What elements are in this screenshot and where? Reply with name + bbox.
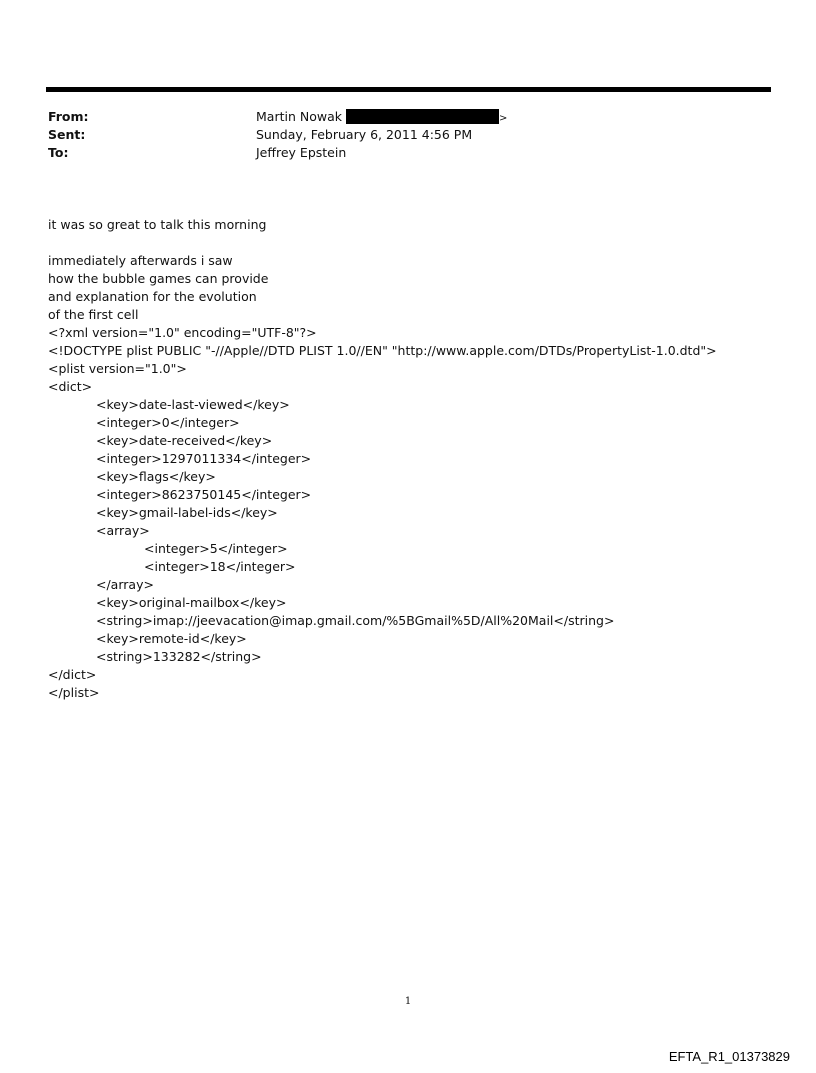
body-line: how the bubble games can provide — [48, 271, 269, 286]
xml-line: <key>gmail-label-ids</key> — [96, 505, 278, 520]
document-id: EFTA_R1_01373829 — [668, 1049, 790, 1064]
xml-line: <key>date-last-viewed</key> — [96, 397, 290, 412]
from-value — [256, 108, 507, 128]
to-value: Jeffrey Epstein — [256, 145, 347, 160]
sender-name: Martin Nowak — [256, 109, 342, 124]
sent-value: Sunday, February 6, 2011 4:56 PM — [256, 127, 473, 142]
xml-line: <integer>1297011334</integer> — [96, 451, 312, 466]
xml-line: <plist version="1.0"> — [48, 361, 187, 376]
body-line: of the first cell — [48, 307, 139, 322]
xml-line: <integer>8623750145</integer> — [96, 487, 312, 502]
xml-line: <dict> — [48, 379, 93, 394]
xml-line: </dict> — [48, 667, 97, 682]
email-close-bracket: > — [498, 113, 508, 124]
body-line: and explanation for the evolution — [48, 289, 257, 304]
xml-line: <key>remote-id</key> — [96, 631, 247, 646]
to-label: To: — [48, 145, 69, 160]
xml-line: <key>date-received</key> — [96, 433, 273, 448]
header-rule — [46, 87, 771, 92]
from-label: From: — [48, 109, 89, 124]
xml-line: <string>imap://jeevacation@imap.gmail.com/%5BGmail%5D/All%20Mail</string> — [96, 613, 615, 628]
xml-line: </array> — [96, 577, 154, 592]
page-number: 1 — [404, 996, 412, 1007]
xml-line: <array> — [96, 523, 150, 538]
xml-line: <integer>18</integer> — [144, 559, 296, 574]
xml-line: <!DOCTYPE plist PUBLIC "-//Apple//DTD PLIST 1.0//EN" "http://www.apple.com/DTDs/PropertyList-1.0.dtd"> — [48, 343, 717, 358]
xml-line: <integer>5</integer> — [144, 541, 288, 556]
email-body — [48, 216, 778, 702]
xml-line: <key>original-mailbox</key> — [96, 595, 287, 610]
xml-line: <integer>0</integer> — [96, 415, 240, 430]
xml-line: <key>flags</key> — [96, 469, 216, 484]
xml-line: <string>133282</string> — [96, 649, 262, 664]
body-greeting: it was so great to talk this morning — [48, 217, 267, 232]
body-line: immediately afterwards i saw — [48, 253, 233, 268]
xml-line: </plist> — [48, 685, 100, 700]
redaction-box — [346, 109, 499, 124]
xml-line: <?xml version="1.0" encoding="UTF-8"?> — [48, 325, 317, 340]
sent-label: Sent: — [48, 127, 86, 142]
